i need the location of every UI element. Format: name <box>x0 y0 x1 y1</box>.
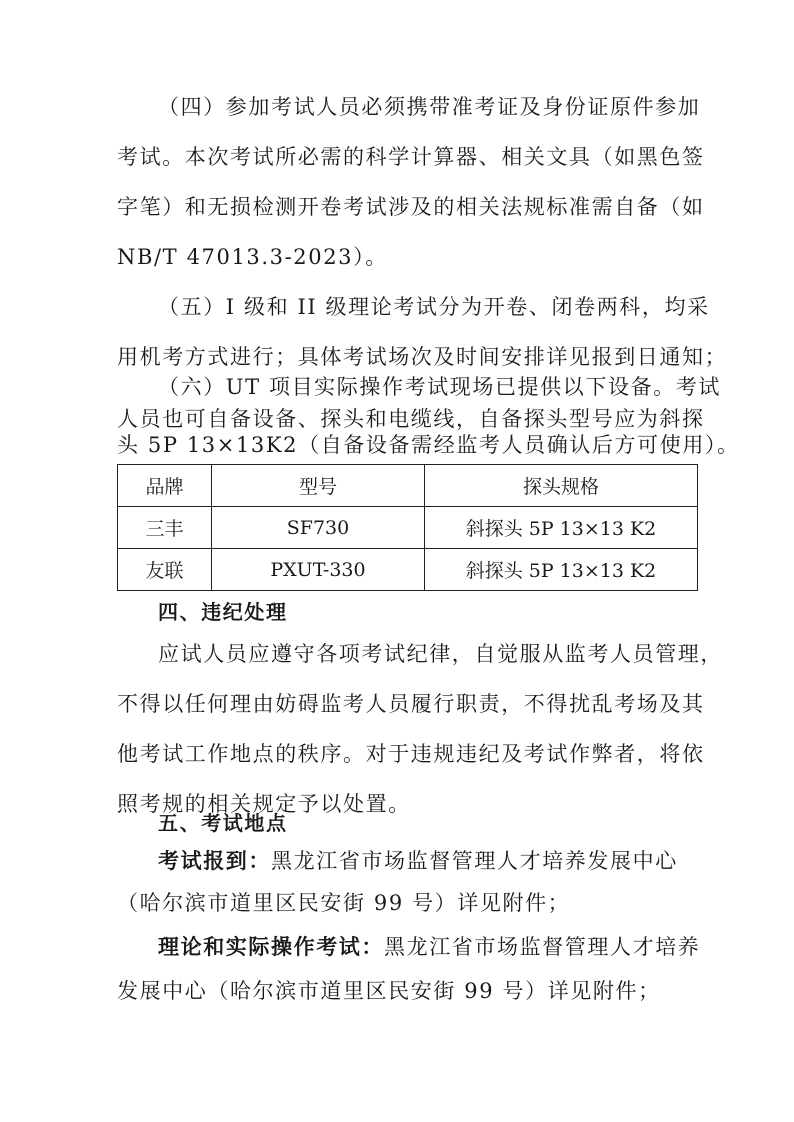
table-header-probe-spec: 探头规格 <box>425 465 698 507</box>
section-4-line-1: 应试人员应遵守各项考试纪律，自觉服从监考人员管理， <box>158 642 723 666</box>
exam-report-label: 考试报到： <box>158 849 271 873</box>
table-header-model: 型号 <box>212 465 425 507</box>
section-4-heading: 四、违纪处理 <box>158 600 288 624</box>
paragraph-6-line-1: （六）UT 项目实际操作考试现场已提供以下设备。考试 <box>158 375 721 399</box>
table-header-brand: 品牌 <box>118 465 212 507</box>
table-cell-probe-spec: 斜探头 5P 13×13 K2 <box>425 507 698 549</box>
paragraph-6-line-2: 人员也可自备设备、探头和电缆线，自备探头型号应为斜探 <box>117 407 705 431</box>
exam-report-location: 黑龙江省市场监督管理人才培养发展中心 <box>271 849 678 873</box>
table-cell-brand: 友联 <box>118 549 212 591</box>
table-header-row <box>118 465 698 507</box>
paragraph-4-line-1: （四）参加考试人员必须携带准考证及身份证原件参加 <box>158 95 701 119</box>
paragraph-5-line-1: （五）I 级和 II 级理论考试分为开卷、闭卷两科，均采 <box>158 295 710 319</box>
table-cell-brand: 三丰 <box>118 507 212 549</box>
exam-report-line-2: （哈尔滨市道里区民安街 99 号）详见附件； <box>117 891 571 915</box>
paragraph-4-line-4: NB/T 47013.3-2023）。 <box>117 245 388 269</box>
table-row <box>118 549 698 591</box>
exam-venue-line-2: 发展中心（哈尔滨市道里区民安街 99 号）详见附件； <box>117 979 661 1003</box>
table-cell-model: SF730 <box>212 507 425 549</box>
paragraph-4-line-3: 字笔）和无损检测开卷考试涉及的相关法规标准需自备（如 <box>117 195 705 219</box>
section-4-line-4: 照考规的相关规定予以处置。 <box>117 792 411 816</box>
exam-report-line-1 <box>158 846 678 876</box>
table-cell-model: PXUT-330 <box>212 549 425 591</box>
section-4-line-2: 不得以任何理由妨碍监考人员履行职责，不得扰乱考场及其 <box>117 692 705 716</box>
exam-venue-line-1 <box>158 932 700 962</box>
paragraph-5-line-2: 用机考方式进行；具体考试场次及时间安排详见报到日通知； <box>117 345 728 369</box>
exam-venue-location: 黑龙江省市场监督管理人才培养 <box>384 935 701 959</box>
exam-venue-label: 理论和实际操作考试： <box>158 935 384 959</box>
table-row <box>118 507 698 549</box>
paragraph-6-line-3: 头 5P 13×13K2（自备设备需经监考人员确认后方可使用）。 <box>117 433 740 457</box>
section-5-heading: 五、考试地点 <box>158 811 288 835</box>
table-cell-probe-spec: 斜探头 5P 13×13 K2 <box>425 549 698 591</box>
equipment-table <box>117 464 698 591</box>
section-4-line-3: 他考试工作地点的秩序。对于违规违纪及考试作弊者，将依 <box>117 742 705 766</box>
paragraph-4-line-2: 考试。本次考试所必需的科学计算器、相关文具（如黑色签 <box>117 145 705 169</box>
